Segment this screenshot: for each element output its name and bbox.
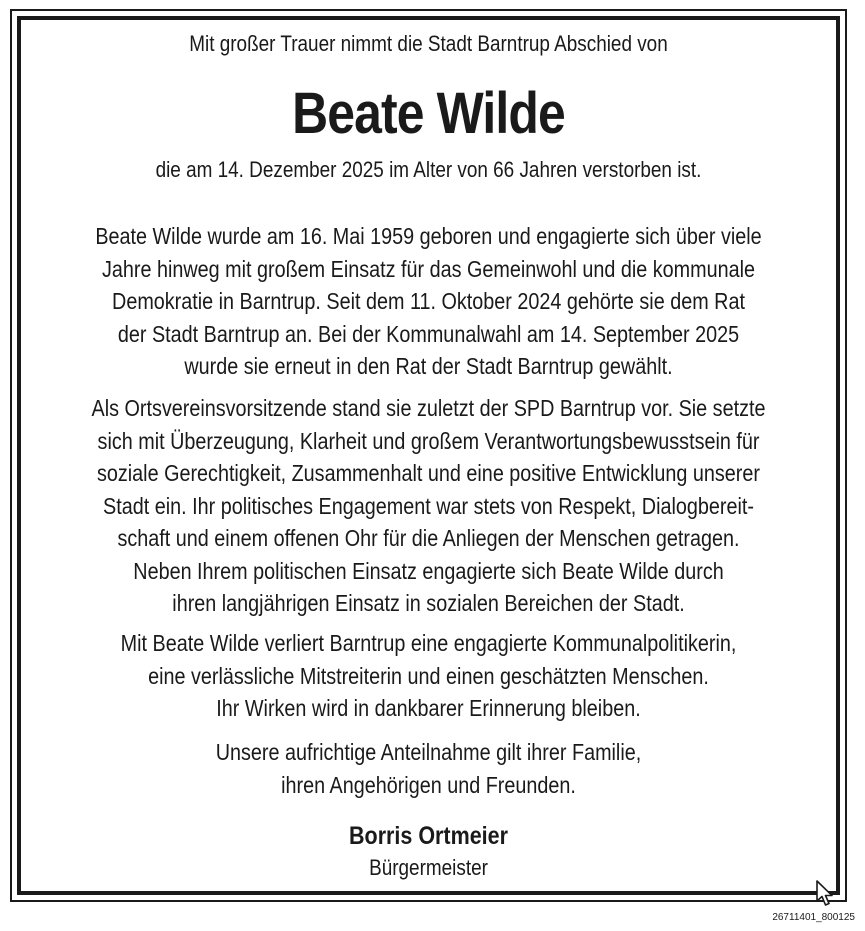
text-line: Demokratie in Barntrup. Seit dem 11. Oktober 2024 gehörte sie dem Rat (112, 288, 745, 314)
text-line: soziale Gerechtigkeit, Zusammenhalt und eine positive Entwicklung unserer (97, 460, 760, 486)
text-line: eine verlässliche Mitstreiterin und einen geschätzten Menschen. (148, 662, 709, 689)
text-line: Jahre hinweg mit großem Einsatz für das Gemeinwohl und die kommunale (101, 255, 756, 282)
text-line: ihren langjährigen Einsatz in sozialen Bereichen der Stadt. (172, 590, 685, 616)
signer-role: Bürgermeister (369, 855, 488, 880)
text-line: Ihr Wirken wird in dankbarer Erinnerung bleiben. (216, 695, 641, 721)
paragraph-tribute (34, 627, 823, 725)
text-line: schaft und einem offenen Ohr für die Anliegen der Menschen getragen. (117, 525, 740, 551)
paragraph-biography (34, 220, 823, 383)
text-line: Neben Ihrem politischen Einsatz engagierte sich Beate Wilde durch (133, 557, 724, 584)
text-line: Beate Wilde wurde am 16. Mai 1959 geboren und engagierte sich über viele (95, 223, 762, 249)
notice-intro: Mit großer Trauer nimmt die Stadt Barntrup Abschied von (189, 31, 668, 56)
text-line: Als Ortsvereinsvorsitzende stand sie zuletzt der SPD Barntrup vor. Sie setzte (91, 395, 766, 421)
paragraph-condolences (34, 736, 823, 801)
text-line: wurde sie erneut in den Rat der Stadt Barntrup gewählt. (184, 353, 673, 379)
text-line: sich mit Überzeugung, Klarheit und großem Verantwortungsbewusstsein für (97, 427, 760, 454)
mouse-pointer-icon (815, 880, 835, 908)
signer-name: Borris Ortmeier (349, 822, 508, 850)
deceased-name: Beate Wilde (292, 81, 565, 146)
text-line: Mit Beate Wilde verliert Barntrup eine engagierte Kommunalpolitikerin, (120, 630, 737, 656)
paragraph-engagement (34, 392, 823, 620)
text-line: der Stadt Barntrup an. Bei der Kommunalwahl am 14. September 2025 (117, 320, 740, 347)
text-line: Unsere aufrichtige Anteilnahme gilt ihrer Familie, (215, 739, 642, 765)
text-line: ihren Angehörigen und Freunden. (281, 771, 576, 798)
death-info: die am 14. Dezember 2025 im Alter von 66 Jahren verstorben ist. (155, 157, 702, 182)
ad-reference-number: 26711401_800125 (772, 912, 855, 923)
text-line: Stadt ein. Ihr politisches Engagement war stets von Respekt, Dialogbereit- (103, 492, 754, 519)
